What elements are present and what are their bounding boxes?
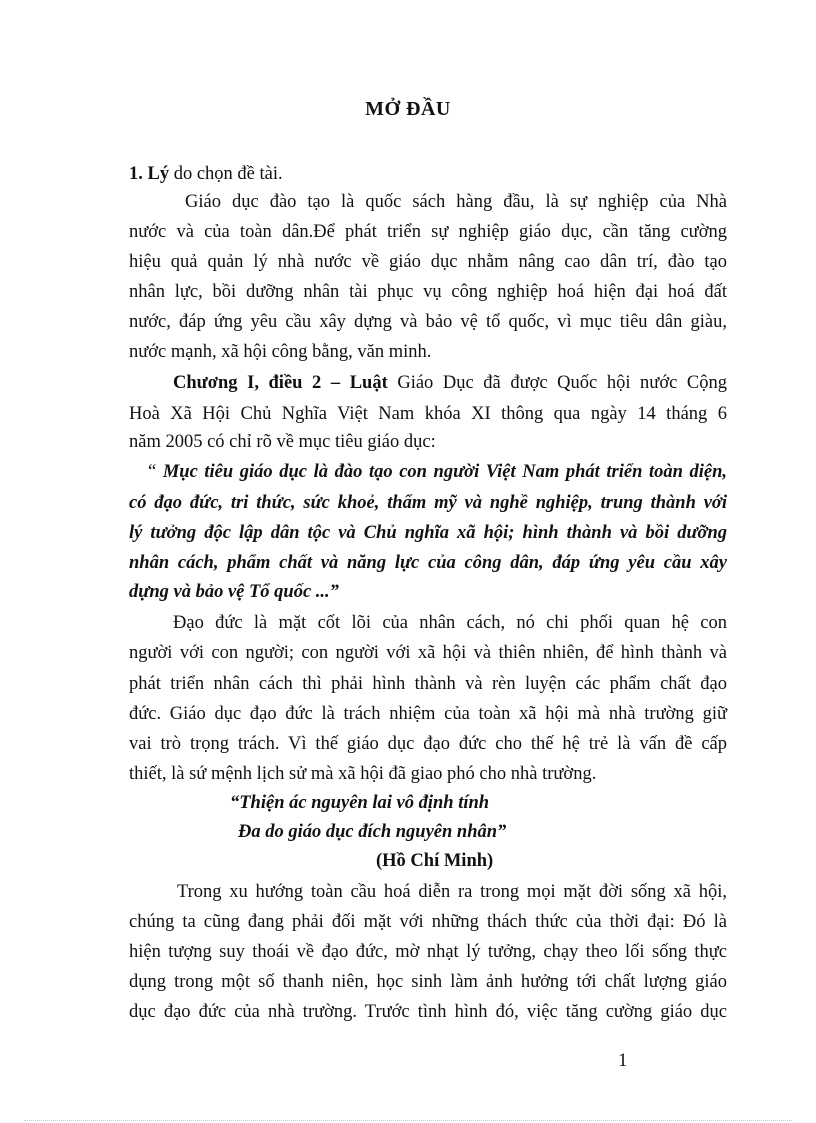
para4-line-3: hiện tượng suy thoái về đạo đức, mờ nhạt lý tưởng, chạy theo lối sống thực	[129, 942, 727, 962]
para1-line-3: hiệu quả quản lý nhà nước về giáo dục nhằm nâng cao dân trí, đào tạo	[129, 252, 727, 272]
page-number: 1	[618, 1050, 628, 1071]
para2-line-1: Chương I, điều 2 – Luật Giáo Dục đã được Quốc hội nước Cộng	[173, 373, 727, 393]
law-reference: Chương I, điều 2 – Luật	[173, 373, 388, 393]
para3-line-4: đức. Giáo dục đạo đức là trách nhiệm của toàn xã hội mà nhà trường giữ	[129, 704, 727, 724]
page-bottom-rule	[24, 1120, 792, 1121]
quote-line-2: có đạo đức, tri thức, sức khoẻ, thẩm mỹ và nghề nghiệp, trung thành với	[129, 493, 727, 513]
quote-open-mark: “	[148, 462, 157, 482]
para4-line-2: chúng ta cũng đang phải đối mặt với những thách thức của thời đại: Đó là	[129, 912, 727, 932]
para4-line-5: dục đạo đức của nhà trường. Trước tình hình đó, việc tăng cường giáo dục	[129, 1002, 727, 1022]
poem-line-2: Đa do giáo dục đích nguyên nhân”	[238, 822, 507, 842]
section-heading	[129, 160, 727, 188]
quote-line-5: dựng và bảo vệ Tổ quốc ...”	[129, 582, 339, 602]
section-heading-text: do chọn đề tài.	[169, 164, 283, 184]
para2-line-3: năm 2005 có chỉ rõ về mục tiêu giáo dục:	[129, 432, 436, 452]
page-title: MỞ ĐẦU	[365, 98, 451, 120]
para3-line-6: thiết, là sứ mệnh lịch sử mà xã hội đã giao phó cho nhà trường.	[129, 764, 597, 784]
poem-author: (Hồ Chí Minh)	[376, 851, 494, 871]
para1-line-5: nước, đáp ứng yêu cầu xây dựng và bảo vệ tổ quốc, vì mục tiêu dân giàu,	[129, 312, 727, 332]
para3-line-3: phát triển nhân cách thì phải hình thành và rèn luyện các phẩm chất đạo	[129, 674, 727, 694]
para4-line-1: Trong xu hướng toàn cầu hoá diễn ra trong mọi mặt đời sống xã hội,	[177, 882, 727, 902]
para3-line-1: Đạo đức là mặt cốt lõi của nhân cách, nó chi phối quan hệ con	[173, 613, 727, 633]
para2-line-2: Hoà Xã Hội Chủ Nghĩa Việt Nam khóa XI thông qua ngày 14 tháng 6	[129, 404, 727, 424]
poem-line-1: “Thiện ác nguyên lai vô định tính	[230, 793, 490, 813]
para3-line-2: người với con người; con người với xã hội và thiên nhiên, để hình thành và	[129, 643, 727, 663]
section-number: 1. Lý	[129, 164, 170, 184]
para1-line-1: Giáo dục đào tạo là quốc sách hàng đầu, là sự nghiệp của Nhà	[185, 192, 727, 212]
para3-line-5: vai trò trọng trách. Vì thế giáo dục đạo đức cho thế hệ trẻ là vấn đề cấp	[129, 734, 727, 754]
para1-line-6: nước mạnh, xã hội công bằng, văn minh.	[129, 342, 432, 362]
para1-line-4: nhân lực, bồi dưỡng nhân tài phục vụ công nghiệp hoá hiện đại hoá đất	[129, 282, 727, 302]
para1-line-2: nước và của toàn dân.Để phát triển sự nghiệp giáo dục, cần tăng cường	[129, 222, 727, 242]
quote-line-3: lý tưởng độc lập dân tộc và Chủ nghĩa xã hội; hình thành và bồi dưỡng	[129, 523, 727, 543]
para4-line-4: dụng trong một số thanh niên, học sinh làm ảnh hưởng tới chất lượng giáo	[129, 972, 727, 992]
quote-line-4: nhân cách, phẩm chất và năng lực của công dân, đáp ứng yêu cầu xây	[129, 553, 727, 573]
quote-line-1: “ Mục tiêu giáo dục là đào tạo con người Việt Nam phát triển toàn diện,	[148, 462, 728, 482]
